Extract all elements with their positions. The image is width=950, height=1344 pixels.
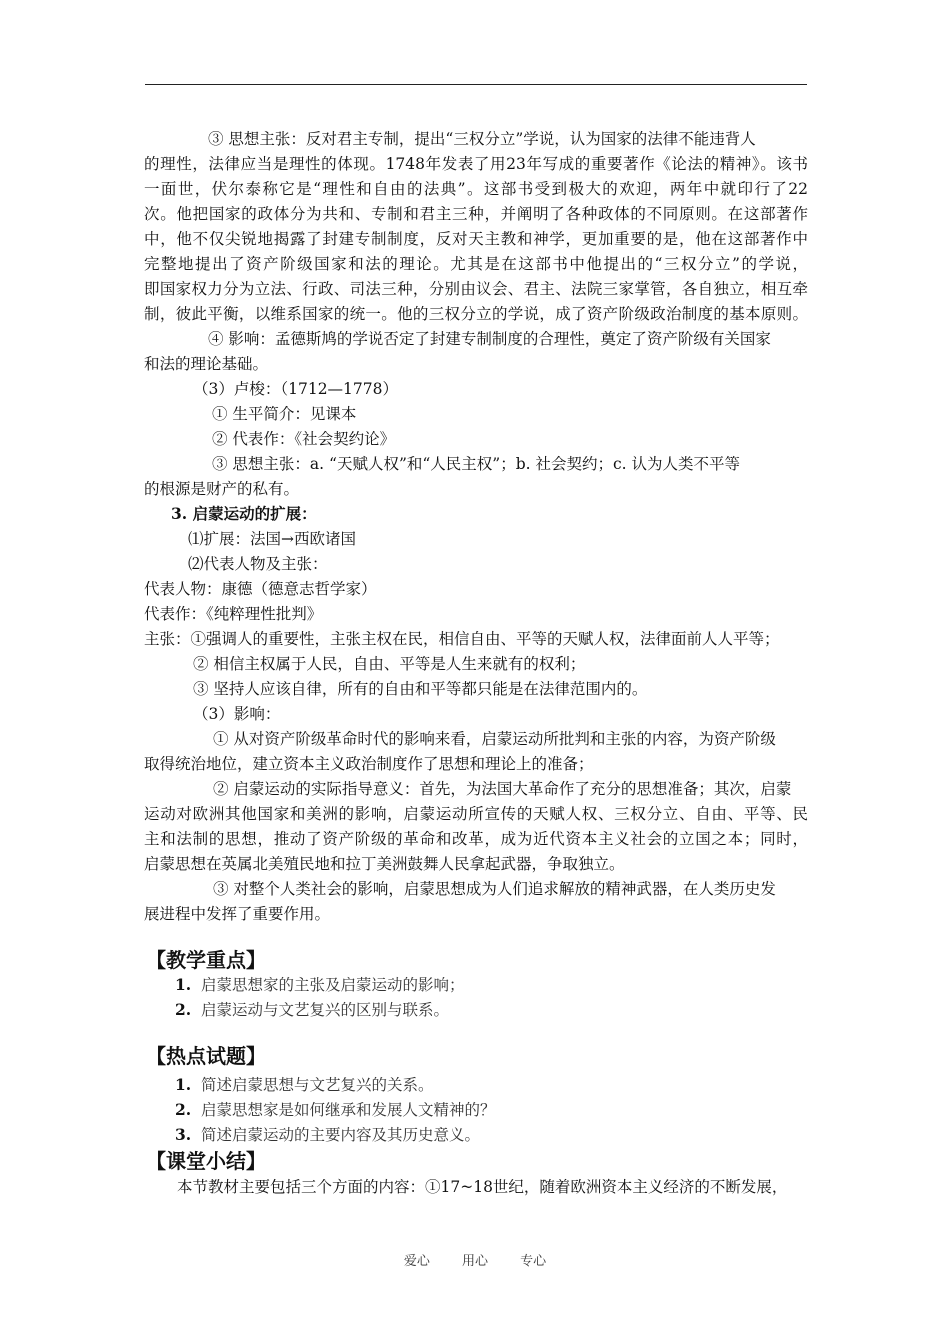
paragraph-line: 和法的理论基础。 bbox=[144, 355, 269, 373]
list-item: ③ 坚持人应该自律，所有的自由和平等都只能是在法律范围内的。 bbox=[193, 680, 648, 698]
paragraph-line: ① 从对资产阶级革命时代的影响来看，启蒙运动所批判和主张的内容，为资产阶级 bbox=[213, 730, 776, 748]
summary-heading: 【课堂小结】 bbox=[146, 1149, 266, 1173]
item-number: 3. bbox=[175, 1125, 192, 1144]
paragraph-line: 启蒙思想在英属北美殖民地和拉丁美洲鼓舞人民拿起武器，争取独立。 bbox=[144, 855, 625, 873]
subsection-heading: （3）卢梭：（1712—1778） bbox=[193, 380, 399, 398]
paragraph-line: 运动对欧洲其他国家和美洲的影响，启蒙运动所宣传的天赋人权、三权分立、自由、平等、民 bbox=[144, 805, 808, 823]
list-item: ② 代表作：《社会契约论》 bbox=[212, 430, 396, 448]
item-text: 启蒙思想家的主张及启蒙运动的影响； bbox=[201, 976, 465, 994]
header-rule bbox=[145, 84, 807, 85]
item-number: 1. bbox=[175, 1075, 192, 1094]
paragraph-line: 一面世，伏尔泰称它是“理性和自由的法典”。这部书受到极大的欢迎，两年中就印行了22 bbox=[144, 180, 808, 198]
paragraph-line: ② 启蒙运动的实际指导意义：首先，为法国大革命作了充分的思想准备；其次，启蒙 bbox=[213, 780, 792, 798]
paragraph-line: ③ 对整个人类社会的影响，启蒙思想成为人们追求解放的精神武器，在人类历史发 bbox=[213, 880, 776, 898]
paragraph-line: 主张：①强调人的重要性，主张主权在民，相信自由、平等的天赋人权，法律面前人人平等； bbox=[144, 630, 780, 648]
paragraph-line: 的理性，法律应当是理性的体现。1748年发表了用23年写成的重要著作《论法的精神》。该书 bbox=[144, 155, 808, 173]
paragraph-line: 代表作：《纯粹理性批判》 bbox=[144, 605, 323, 623]
summary-text: 本节教材主要包括三个方面的内容：①17~18世纪，随着欧洲资本主义经济的不断发展， bbox=[177, 1178, 788, 1196]
list-item: ⑴扩展：法国→西欧诸国 bbox=[188, 530, 356, 548]
item-text: 启蒙运动与文艺复兴的区别与联系。 bbox=[201, 1001, 450, 1019]
paragraph-line: ④ 影响：孟德斯鸠的学说否定了封建专制制度的合理性，奠定了资产阶级有关国家 bbox=[208, 330, 771, 348]
list-item bbox=[175, 1100, 496, 1120]
paragraph-line: 主和法制的思想，推动了资产阶级的革命和改革，成为近代资本主义社会的立国之本；同时， bbox=[144, 830, 808, 848]
list-item: ③ 思想主张：a. “天赋人权”和“人民主权”；b. 社会契约；c. 认为人类不平等 bbox=[212, 455, 741, 473]
hot-questions-heading: 【热点试题】 bbox=[146, 1044, 266, 1068]
teaching-focus-heading: 【教学重点】 bbox=[146, 948, 266, 972]
paragraph-line: 取得统治地位，建立资本主义政治制度作了思想和理论上的准备； bbox=[144, 755, 594, 773]
item-number: 1. bbox=[175, 975, 192, 994]
list-item: ① 生平简介：见课本 bbox=[212, 405, 357, 423]
paragraph-line: 制，彼此平衡，以维系国家的统一。他的三权分立的学说，成了资产阶级政治制度的基本原则。 bbox=[144, 305, 808, 323]
list-item bbox=[175, 1125, 480, 1145]
item-text: 简述启蒙运动的主要内容及其历史意义。 bbox=[201, 1126, 481, 1144]
list-item bbox=[175, 1075, 434, 1095]
paragraph-line: 完整地提出了资产阶级国家和法的理论。尤其是在这部书中他提出的“三权分立”的学说， bbox=[144, 255, 808, 273]
paragraph-line: ③ 思想主张：反对君主专制，提出“三权分立”学说，认为国家的法律不能违背人 bbox=[208, 130, 756, 148]
item-number: 2. bbox=[175, 1100, 192, 1119]
paragraph-line: 即国家权力分为立法、行政、司法三种，分别由议会、君主、法院三家掌管，各自独立，相互牵 bbox=[144, 280, 808, 298]
list-item: ⑵代表人物及主张： bbox=[188, 555, 328, 573]
page-footer: 爱心 用心 专心 bbox=[403, 1254, 547, 1269]
item-text: 启蒙思想家是如何继承和发展人文精神的？ bbox=[201, 1101, 496, 1119]
paragraph-line: 代表人物：康德（德意志哲学家） bbox=[144, 580, 377, 598]
item-number: 2. bbox=[175, 1000, 192, 1019]
subsection-heading: （3）影响： bbox=[193, 705, 281, 723]
paragraph-line: 的根源是财产的私有。 bbox=[144, 480, 300, 498]
paragraph-line: 次。他把国家的政体分为共和、专制和君主三种，并阐明了各种政体的不同原则。在这部著作 bbox=[144, 205, 808, 223]
paragraph-line: 展进程中发挥了重要作用。 bbox=[144, 905, 331, 923]
item-text: 简述启蒙思想与文艺复兴的关系。 bbox=[201, 1076, 434, 1094]
list-item: ② 相信主权属于人民，自由、平等是人生来就有的权利； bbox=[193, 655, 586, 673]
list-item bbox=[175, 975, 465, 995]
paragraph-line: 中，他不仅尖锐地揭露了封建专制制度，反对天主教和神学，更加重要的是，他在这部著作中 bbox=[144, 230, 808, 248]
section-heading: 3. 启蒙运动的扩展： bbox=[171, 504, 317, 523]
list-item bbox=[175, 1000, 449, 1020]
